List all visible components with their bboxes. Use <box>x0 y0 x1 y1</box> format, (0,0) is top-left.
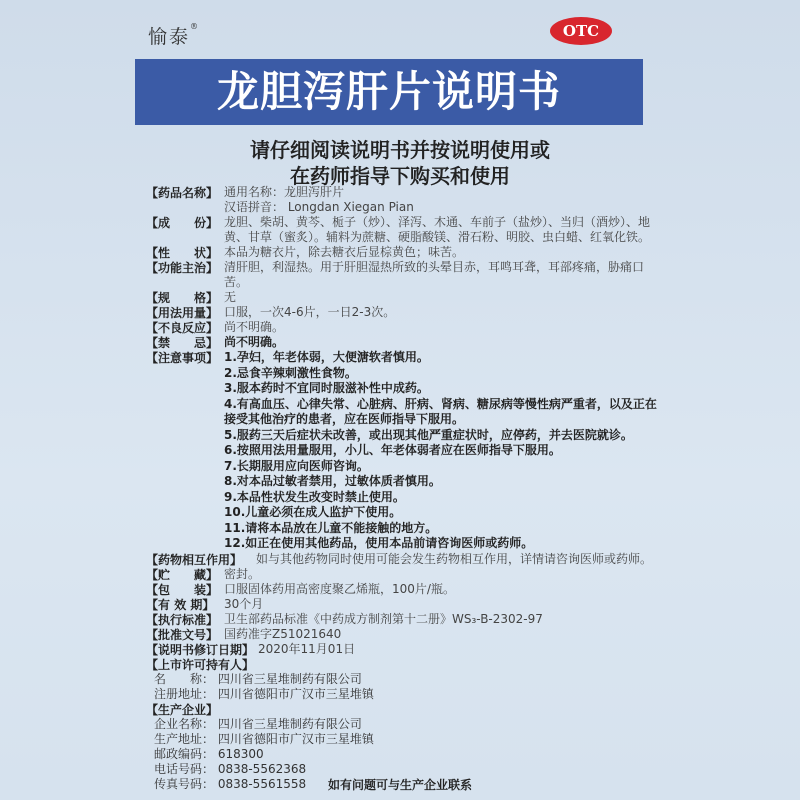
dosage-value: 口服，一次4-6片，一日2-3次。 <box>224 305 396 319</box>
precaution-item: 1.孕妇，年老体弱，大便溏软者慎用。 <box>224 350 429 364</box>
precautions-section <box>146 350 666 552</box>
validity-label: 【 有 效 期 】 <box>146 598 214 613</box>
precautions-list <box>224 350 666 552</box>
approval-value: 国药准字Z51021640 <box>224 626 342 641</box>
precaution-item: 4.有高血压、心律失常、心脏病、肝病、肾病、糖尿病等慢性病严重者，以及正在接受其他治疗的患者，应在医师指导下服用。 <box>224 396 657 426</box>
contraindications-section <box>146 335 666 350</box>
otc-badge: OTC <box>550 17 612 45</box>
drug-name-label: 【 药品名称 】 <box>146 186 218 201</box>
precaution-item: 8.对本品过敏者禁用，过敏体质者慎用。 <box>224 474 441 488</box>
warning-line-2: 在药师指导下购买和使用 <box>290 164 510 188</box>
interactions-label: 【 药物相互作用 】 <box>146 553 242 568</box>
precaution-item: 10.儿童必须在成人监护下使用。 <box>224 505 402 519</box>
warning-line-1: 请仔细阅读说明书并按说明使用或 <box>250 138 550 162</box>
ingredients-label: 【 成 份 】 <box>146 216 218 231</box>
ingredients-value: 龙胆、柴胡、黄芩、栀子（炒）、泽泻、木通、车前子（盐炒）、当归（酒炒）、地黄、甘草（蜜炙）。辅料为蔗糖、硬脂酸镁、滑石粉、明胶、虫白蜡、红氧化铁。 <box>224 215 651 244</box>
package-label: 【 包 装 】 <box>146 583 218 598</box>
manufacturer-label: 【 生产企业 】 <box>146 703 218 718</box>
interactions-value: 如与其他药物同时使用可能会发生药物相互作用，详情请咨询医师或药师。 <box>256 551 653 566</box>
adverse-label: 【 不良反应 】 <box>146 321 218 336</box>
contraindications-value: 尚不明确。 <box>224 335 285 349</box>
manufacturer-fax: 传真号码： 0838-5561558 <box>154 776 307 791</box>
license-holder-name: 名 称： 四川省三星堆制药有限公司 <box>154 671 362 686</box>
footer-note: 如有问题可与生产企业联系 <box>327 778 472 792</box>
precautions-label: 【 注意事项 】 <box>146 351 218 366</box>
manufacturer-name: 企业名称： 四川省三星堆制药有限公司 <box>154 716 362 731</box>
dosage-label: 【 用法用量 】 <box>146 306 218 321</box>
contraindications-label: 【 禁 忌 】 <box>146 336 218 351</box>
precaution-item: 11.请将本品放在儿童不能接触的地方。 <box>224 520 438 535</box>
leaflet-body <box>146 185 666 792</box>
approval-section <box>146 627 666 642</box>
manufacturer-phone: 电话号码： 0838-5562368 <box>154 761 307 776</box>
storage-value: 密封。 <box>224 566 261 581</box>
dosage-section <box>146 305 666 320</box>
precaution-item: 9.本品性状发生改变时禁止使用。 <box>224 489 405 504</box>
revision-label: 【 说明书修订日期 】 <box>146 643 254 658</box>
brand-logo: 愉泰® <box>148 22 201 48</box>
standard-section <box>146 612 666 627</box>
precaution-item: 6.按照用法用量服用，小儿、年老体弱者应在医师指导下服用。 <box>224 443 561 457</box>
specification-label: 【 规 格 】 <box>146 291 218 306</box>
precaution-item: 2.忌食辛辣刺激性食物。 <box>224 365 357 380</box>
storage-label: 【 贮 藏 】 <box>146 568 218 583</box>
revision-section <box>146 642 666 657</box>
pinyin-name: 汉语拼音： Longdan Xiegan Pian <box>224 200 414 214</box>
indications-label: 【 功能主治 】 <box>146 261 218 276</box>
validity-section <box>146 597 666 612</box>
specification-section <box>146 290 666 305</box>
package-section <box>146 582 666 597</box>
license-holder-address: 注册地址： 四川省德阳市广汉市三星堆镇 <box>154 686 374 701</box>
drug-name-section <box>146 185 666 215</box>
common-name: 通用名称：龙胆泻肝片 <box>224 185 345 199</box>
precaution-item: 12.如正在使用其他药品，使用本品前请咨询医师或药师。 <box>224 536 534 550</box>
standard-value: 卫生部药品标准《中药成方制剂第十二册》WS₃-B-2302-97 <box>224 611 543 626</box>
precaution-item: 5.服药三天后症状未改善，或出现其他严重症状时，应停药，并去医院就诊。 <box>224 427 633 442</box>
adverse-value: 尚不明确。 <box>224 320 285 334</box>
properties-section <box>146 245 666 260</box>
manufacturer-postal: 邮政编码： 618300 <box>154 746 264 761</box>
license-holder-section <box>146 657 666 702</box>
standard-label: 【 执行标准 】 <box>146 613 218 628</box>
package-value: 口服固体药用高密度聚乙烯瓶，100片/瓶。 <box>224 581 455 596</box>
properties-label: 【 性 状 】 <box>146 246 218 261</box>
document-title: 龙胆泻肝片说明书 <box>135 59 643 125</box>
ingredients-section <box>146 215 666 245</box>
storage-section <box>146 567 666 582</box>
validity-value: 30个月 <box>224 596 264 611</box>
interactions-section <box>146 552 666 567</box>
adverse-section <box>146 320 666 335</box>
approval-label: 【 批准文号 】 <box>146 628 218 643</box>
properties-value: 本品为糖衣片，除去糖衣后显棕黄色；味苦。 <box>224 245 465 259</box>
manufacturer-address: 生产地址： 四川省德阳市广汉市三星堆镇 <box>154 731 374 746</box>
revision-value: 2020年11月01日 <box>258 641 356 656</box>
specification-value: 无 <box>224 290 237 304</box>
license-holder-label: 【 上市许可持有人 】 <box>146 658 254 673</box>
indications-section <box>146 260 666 290</box>
indications-value: 清肝胆，利湿热。用于肝胆湿热所致的头晕目赤，耳鸣耳聋，耳部疼痛，胁痛口苦。 <box>224 260 645 289</box>
precaution-item: 7.长期服用应向医师咨询。 <box>224 458 369 473</box>
precaution-item: 3.服本药时不宜同时服滋补性中成药。 <box>224 381 429 395</box>
